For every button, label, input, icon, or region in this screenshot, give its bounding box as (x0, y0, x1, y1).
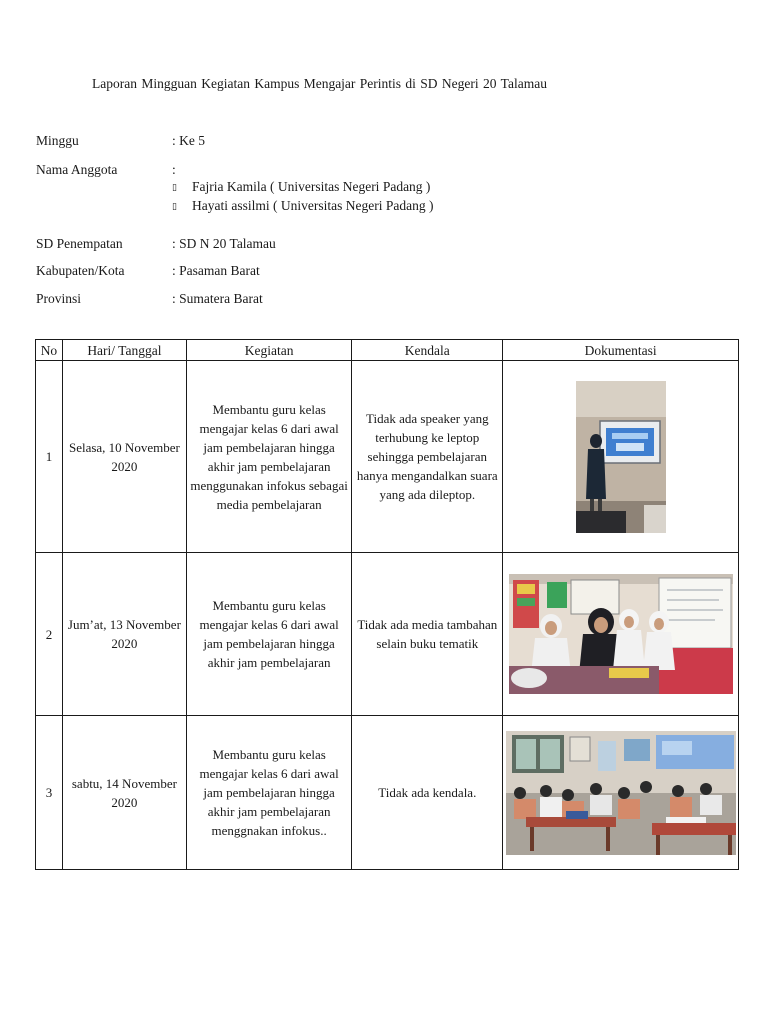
cell-activity: Membantu guru kelas mengajar kelas 6 dari awal jam pembelajaran hingga akhir jam pembelajaran (186, 553, 351, 716)
report-title: Laporan Mingguan Kegiatan Kampus Mengajar Perintis di SD Negeri 20 Talamau (92, 76, 547, 91)
member-name: Hayati assilmi ( Universitas Negeri Padang ) (192, 198, 434, 213)
header-date: Hari/ Tanggal (62, 340, 186, 361)
table-header-row (36, 340, 739, 361)
classroom-projector-photo (576, 381, 666, 533)
kabupaten-value: : Pasaman Barat (172, 263, 260, 278)
cell-documentation (503, 716, 739, 870)
member-name: Fajria Kamila ( Universitas Negeri Padang ) (192, 179, 431, 194)
classroom-desks-photo (506, 731, 736, 855)
cell-documentation (503, 553, 739, 716)
table-row (36, 716, 739, 870)
bullet-icon: ▯ (172, 201, 177, 212)
penempatan-value: : SD N 20 Talamau (172, 236, 276, 251)
provinsi-label: Provinsi (36, 291, 82, 306)
header-obstacle: Kendala (352, 340, 503, 361)
cell-no: 1 (36, 361, 63, 553)
cell-obstacle: Tidak ada kendala. (352, 716, 503, 870)
cell-no: 3 (36, 716, 63, 870)
penempatan-label: SD Penempatan (36, 236, 123, 251)
cell-obstacle: Tidak ada media tambahan selain buku tematik (352, 553, 503, 716)
cell-no: 2 (36, 553, 63, 716)
cell-date: sabtu, 14 November 2020 (62, 716, 186, 870)
header-documentation: Dokumentasi (503, 340, 739, 361)
header-no: No (36, 340, 63, 361)
activity-table (35, 339, 739, 870)
table-row (36, 361, 739, 553)
member-item (172, 198, 433, 214)
anggota-colon: : (172, 162, 176, 177)
header-activity: Kegiatan (186, 340, 351, 361)
cell-activity: Membantu guru kelas mengajar kelas 6 dari awal jam pembelajaran hingga akhir jam pembelajaran menggnakan infokus.. (186, 716, 351, 870)
students-group-photo (509, 574, 733, 694)
cell-date: Jum’at, 13 November 2020 (62, 553, 186, 716)
provinsi-value: : Sumatera Barat (172, 291, 263, 306)
cell-obstacle: Tidak ada speaker yang terhubung ke leptop sehingga pembelajaran hanya mengandalkan suara yang ada dileptop. (352, 361, 503, 553)
kabupaten-label: Kabupaten/Kota (36, 263, 125, 278)
minggu-value: : Ke 5 (172, 133, 205, 148)
member-item (172, 179, 430, 195)
minggu-label: Minggu (36, 133, 79, 148)
cell-date: Selasa, 10 November 2020 (62, 361, 186, 553)
bullet-icon: ▯ (172, 182, 177, 193)
table-row (36, 553, 739, 716)
cell-activity: Membantu guru kelas mengajar kelas 6 dari awal jam pembelajaran hingga akhir jam pembelajaran menggunakan infokus sebagai media pembelajaran (186, 361, 351, 553)
anggota-label: Nama Anggota (36, 162, 118, 177)
cell-documentation (503, 361, 739, 553)
